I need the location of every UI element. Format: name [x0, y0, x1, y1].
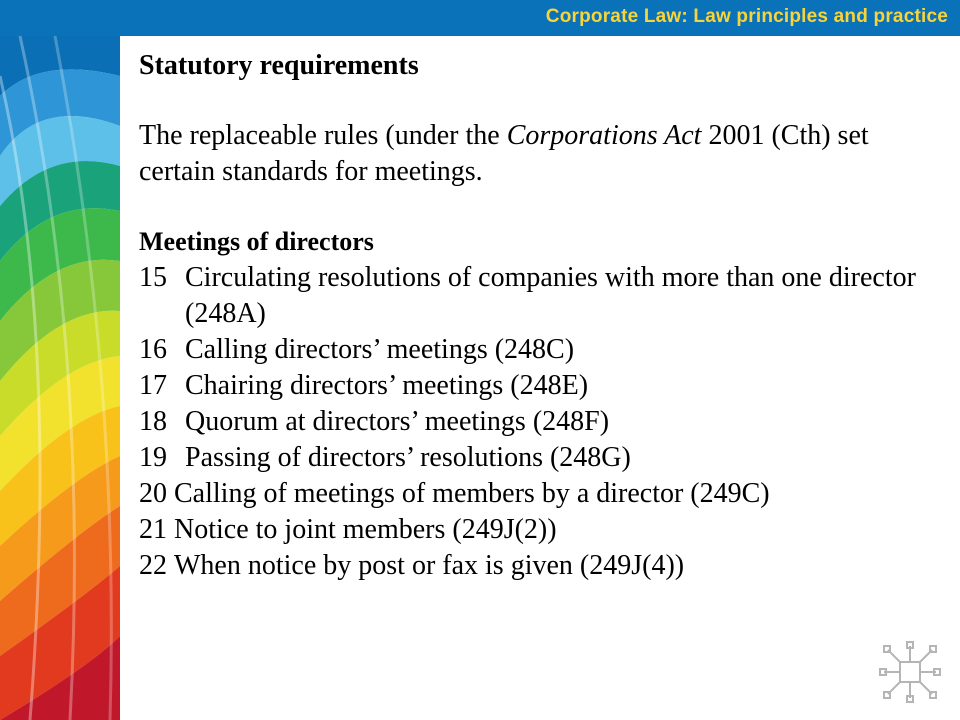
- rule-number: 21: [139, 514, 167, 545]
- header-title: Corporate Law: Law principles and practice: [545, 6, 948, 27]
- rule-number: 15: [139, 262, 167, 293]
- rules-list: [139, 260, 939, 584]
- network-icon: [878, 640, 942, 704]
- rule-number: 20: [139, 478, 167, 509]
- rule-text: Passing of directors’ resolutions (248G): [185, 442, 631, 473]
- rule-text: Calling of meetings of members by a director (249C): [174, 478, 770, 509]
- rule-item: [139, 476, 939, 512]
- intro-text-after: 2001 (Cth) set certain standards for meetings.: [139, 120, 869, 187]
- rule-number: 18: [139, 406, 167, 437]
- rule-text: Calling directors’ meetings (248C): [185, 334, 575, 365]
- rule-text: Quorum at directors’ meetings (248F): [185, 406, 610, 437]
- intro-text-before: The replaceable rules (under the: [139, 120, 507, 151]
- rule-item: [139, 512, 939, 548]
- intro-paragraph: [139, 118, 939, 190]
- rule-text: When notice by post or fax is given (249J(4)): [174, 550, 685, 581]
- rule-item: [139, 440, 939, 476]
- rule-text: Chairing directors’ meetings (248E): [185, 370, 589, 401]
- rule-item: [139, 368, 939, 404]
- rule-item: [139, 332, 939, 368]
- rule-number: 16: [139, 334, 167, 365]
- section-subheading: Meetings of directors: [139, 227, 374, 256]
- slide-heading: Statutory requirements: [139, 50, 419, 81]
- rainbow-stripes-image: [0, 36, 120, 720]
- rule-number: 17: [139, 370, 167, 401]
- header-bar: [0, 0, 960, 36]
- rule-number: 19: [139, 442, 167, 473]
- rule-item: [139, 404, 939, 440]
- rule-item: [139, 260, 939, 332]
- rule-text: Notice to joint members (249J(2)): [174, 514, 557, 545]
- rule-item: [139, 548, 939, 584]
- act-name: Corporations Act: [506, 120, 702, 151]
- rule-text: Circulating resolutions of companies with more than one director (248A): [185, 262, 916, 329]
- rule-number: 22: [139, 550, 167, 581]
- slide-content: [139, 48, 939, 584]
